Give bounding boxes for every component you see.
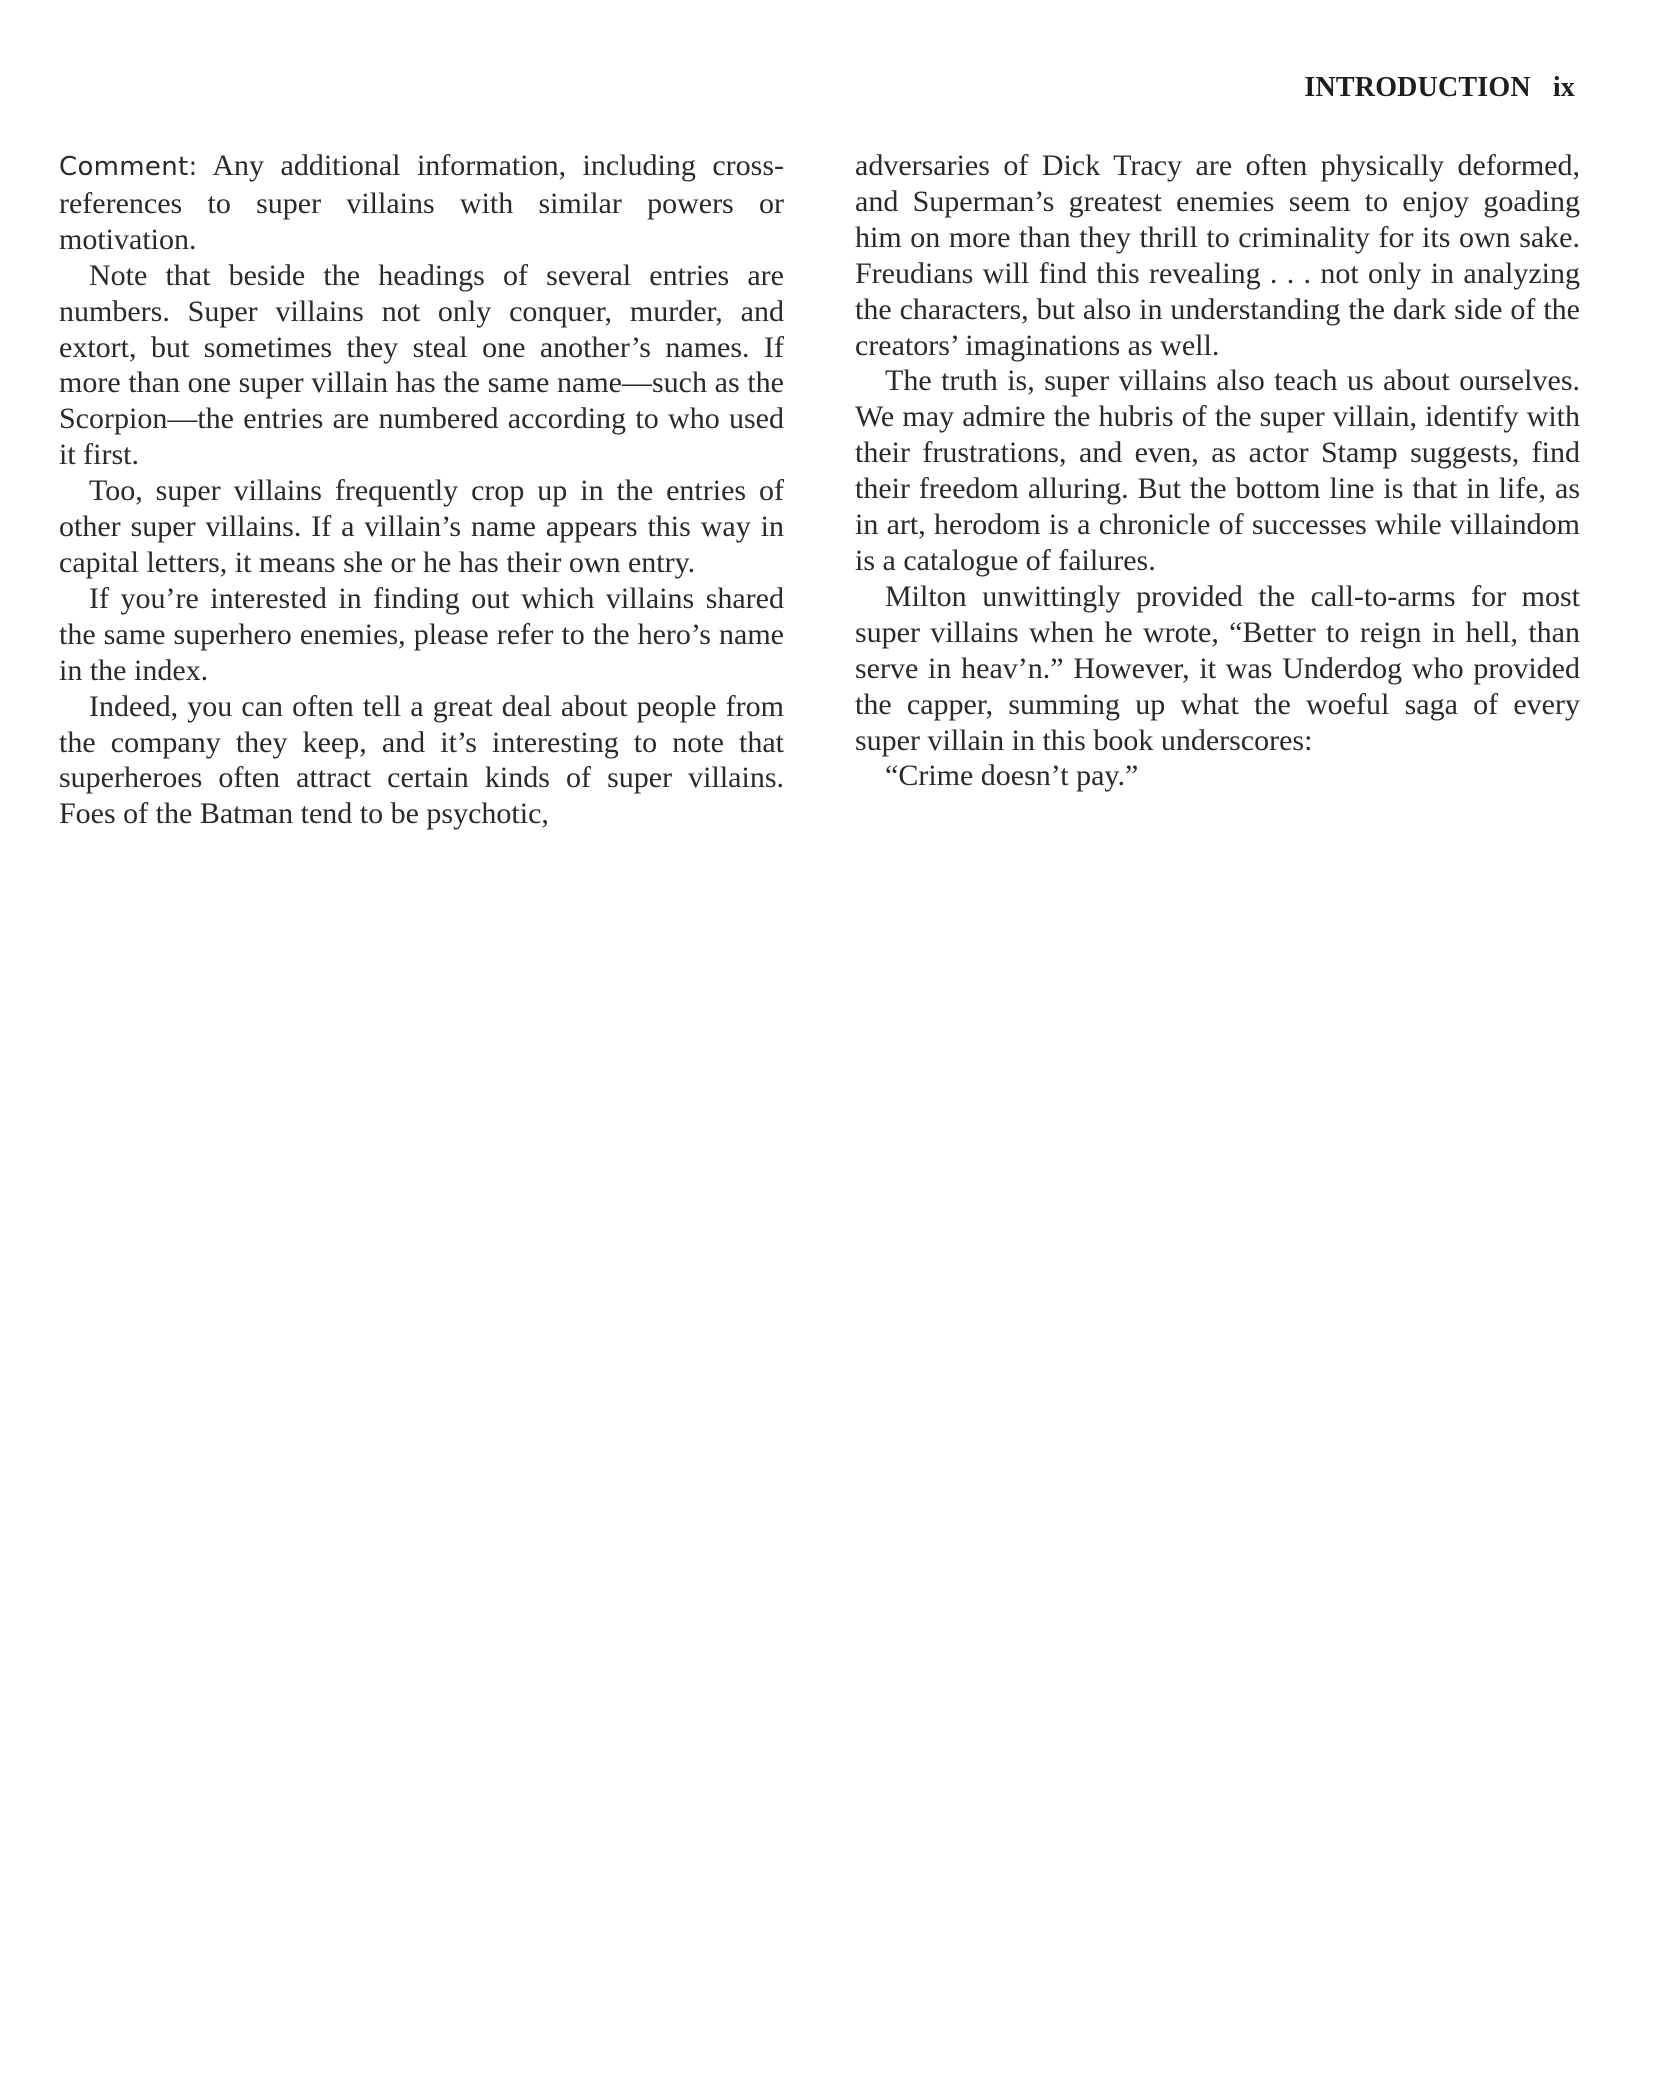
paragraph-teach-us: The truth is, super villains also teach us about ourselves. We may admire the hubris of the super villain, identify with their frustrations, and even, as actor Stamp suggests, find their freedom alluring. But the bottom line is that in life, as in art, herodom is a chronicle of successes while villaindom is a catalogue of failures. <box>855 364 1580 577</box>
paragraph-crime-doesnt-pay: “Crime doesn’t pay.” <box>885 759 1139 793</box>
paragraph-company-they-keep: Indeed, you can often tell a great deal about people from the company they keep, and it’s interesting to note that superheroes often attract certain kinds of super villains. Foes of the Batman tend to be psychotic, <box>59 689 784 831</box>
paragraph-numbered-entries: Note that beside the headings of several entries are numbers. Super villains not only conquer, murder, and extort, but sometimes they steal one another’s names. If more than one super villain has the same name—such as the Scorpion—the entries are numbered according to who used it first. <box>59 258 784 472</box>
running-title: INTRODUCTION <box>1304 72 1531 103</box>
comment-label: Comment: <box>59 152 198 182</box>
paragraph-cross-references: Too, super villains frequently crop up in the entries of other super villains. If a villain’s name appears this way in capital letters, it means she or he has their own entry. <box>59 474 784 579</box>
paragraph-index-reference: If you’re interested in finding out which villains shared the same superhero enemies, please refer to the hero’s name in the index. <box>59 581 784 687</box>
running-head <box>1304 72 1575 104</box>
paragraph-milton: Milton unwittingly provided the call-to-arms for most super villains when he wrote, “Better to reign in hell, than serve in heav’n.” However, it was Underdog who provided the capper, summing up what the woeful saga of every super villain in this book underscores: <box>855 579 1580 757</box>
comment-text: Any additional information, including cross-references to super villains with similar powers or motivation. <box>59 149 784 256</box>
right-column <box>855 148 1580 794</box>
paragraph-continuation: adversaries of Dick Tracy are often physically deformed, and Superman’s greatest enemies seem to enjoy goading him on more than they thrill to criminality for its own sake. Freudians will find this revealing . . . not only in analyzing the characters, but also in understanding the dark side of the creators’ imaginations as well. <box>855 149 1580 362</box>
left-column <box>59 148 784 832</box>
comment-paragraph <box>59 148 784 258</box>
page-number: ix <box>1552 72 1575 103</box>
